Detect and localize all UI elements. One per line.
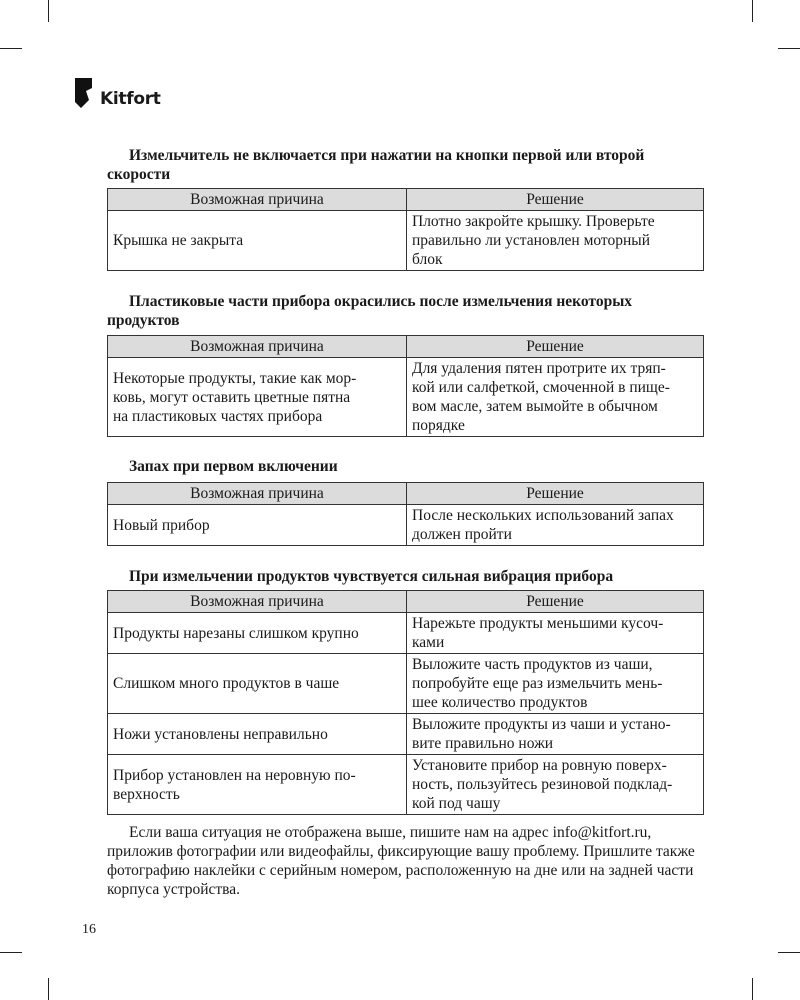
header-solution: Решение [407, 483, 704, 505]
logo-mark-icon [75, 78, 97, 108]
cause-cell: Прибор установлен на неровную по- верхность [108, 755, 407, 815]
solution-cell: После нескольких использований запах должен пройти [407, 505, 704, 546]
table-header-row [108, 336, 704, 358]
section-title: Измельчитель не включается при нажатии на кнопки первой или второй скорости [107, 147, 645, 183]
kitfort-logo [75, 78, 161, 108]
troubleshooting-table [107, 188, 704, 271]
crop-mark [0, 952, 22, 953]
solution-cell: Установите прибор на ровную поверх- ность, пользуйтесь резиновой подклад- кой под чашу [407, 755, 704, 815]
header-solution: Решение [407, 591, 704, 613]
table-row [108, 714, 704, 755]
cause-cell: Некоторые продукты, такие как мор- ковь, могут оставить цветные пятна на пластиковых частях прибора [108, 358, 407, 437]
contact-paragraph: Если ваша ситуация не отображена выше, пишите нам на адрес info@kitfort.ru, приложив фотографии или видеофайлы, фиксирующие вашу проблему. Пришлите также фотографию наклейки с серийным номером, расположенную на дне или на задней части корпуса устройства. [107, 824, 695, 898]
table-header-row [108, 591, 704, 613]
table-row [108, 654, 704, 714]
solution-cell: Выложите продукты из чаши и устано- вите правильно ножи [407, 714, 704, 755]
section-title: Запах при первом включении [129, 458, 338, 475]
solution-cell: Нарежьте продукты меньшими кусоч- ками [407, 613, 704, 654]
solution-cell: Для удаления пятен протрите их тряп- кой или салфеткой, смоченной в пище- вом масле, затем вымойте в обычном порядке [407, 358, 704, 437]
solution-cell: Плотно закройте крышку. Проверьте правильно ли установлен моторный блок [407, 211, 704, 271]
table-row [108, 211, 704, 271]
crop-mark [752, 978, 753, 1000]
header-cause: Возможная причина [108, 591, 407, 613]
table-row [108, 755, 704, 815]
troubleshooting-table [107, 335, 704, 437]
page-number: 16 [82, 922, 96, 937]
header-cause: Возможная причина [108, 189, 407, 211]
cause-cell: Продукты нарезаны слишком крупно [108, 613, 407, 654]
table-header-row [108, 189, 704, 211]
cause-cell: Новый прибор [108, 505, 407, 546]
solution-cell: Выложите часть продуктов из чаши, попробуйте еще раз измельчить мень- шее количество продуктов [407, 654, 704, 714]
crop-mark [0, 48, 22, 49]
crop-mark [48, 978, 49, 1000]
header-cause: Возможная причина [108, 336, 407, 358]
crop-mark [48, 0, 49, 22]
header-solution: Решение [407, 189, 704, 211]
table-row [108, 613, 704, 654]
crop-mark [778, 48, 800, 49]
troubleshooting-table [107, 482, 704, 546]
section-title: Пластиковые части прибора окрасились после измельчения некоторых продуктов [107, 293, 633, 329]
header-cause: Возможная причина [108, 483, 407, 505]
cause-cell: Слишком много продуктов в чаше [108, 654, 407, 714]
cause-cell: Крышка не закрыта [108, 211, 407, 271]
section-title: При измельчении продуктов чувствуется сильная вибрация прибора [129, 568, 614, 585]
crop-mark [752, 0, 753, 22]
logo-text: Kitfort [100, 89, 161, 109]
crop-mark [778, 952, 800, 953]
header-solution: Решение [407, 336, 704, 358]
table-row [108, 358, 704, 437]
table-header-row [108, 483, 704, 505]
cause-cell: Ножи установлены неправильно [108, 714, 407, 755]
troubleshooting-table [107, 590, 704, 815]
table-row [108, 505, 704, 546]
